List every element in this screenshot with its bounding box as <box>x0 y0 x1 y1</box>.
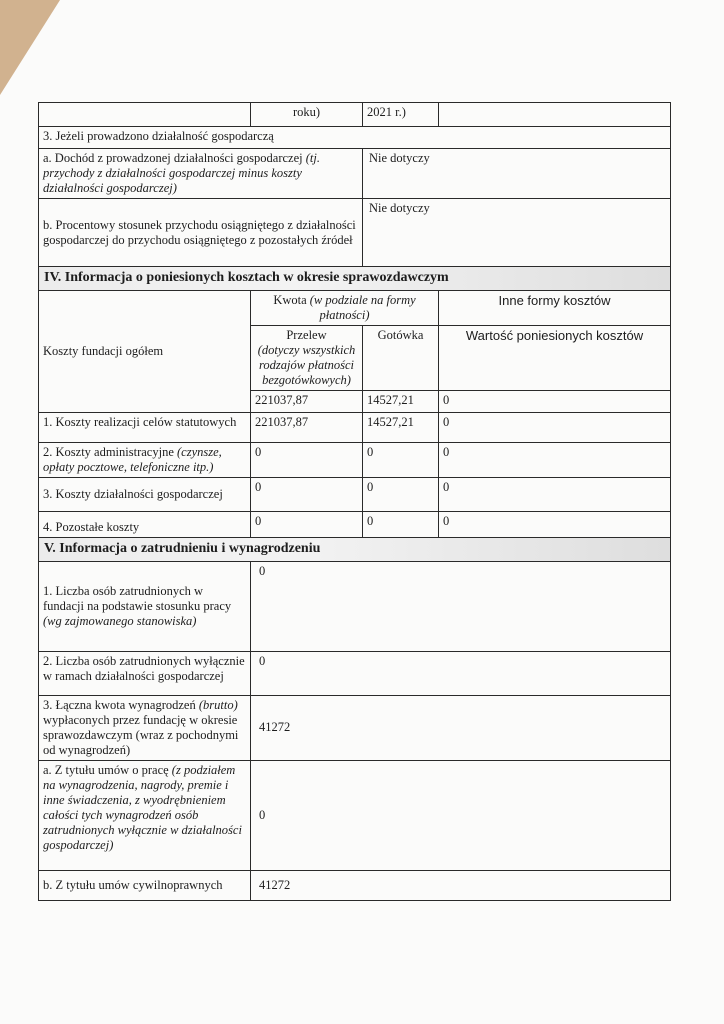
cost-value-header: Wartość poniesionych kosztów <box>439 325 671 390</box>
salary-total-label-rest: wypłaconych przez fundację w okresie sprawozdawczym (wraz z pochodnymi od wynagrodzeń) <box>43 712 239 757</box>
business-employees-value: 0 <box>251 651 671 695</box>
total-cash: 14527,21 <box>363 390 439 412</box>
revenue-ratio-label: b. Procentowy stosunek przychodu osiągniętego z działalności gospodarczej do przychodu osiągniętego z pozostałych źródeł <box>39 199 363 267</box>
employees-label <box>39 561 251 651</box>
transfer-header-note: (dotyczy wszystkich rodzajów płatności bezgotówkowych) <box>257 342 356 387</box>
top-row-roku: roku) <box>251 103 363 127</box>
cost-row-cash: 0 <box>363 442 439 477</box>
salary-total-label-text: 3. Łączna kwota wynagrodzeń <box>43 697 199 712</box>
income-business-label-text: a. Dochód z prowadzonej działalności gospodarczej <box>43 151 306 165</box>
salary-total-label-gross: (brutto) <box>198 697 238 712</box>
employees-label-text: 1. Liczba osób zatrudnionych w fundacji na podstawie stosunku pracy <box>43 583 232 613</box>
transfer-header <box>251 325 363 390</box>
civil-contract-label: b. Z tytułu umów cywilnoprawnych <box>39 870 251 900</box>
amount-header-note: (w podziale na formy płatności) <box>309 292 416 322</box>
section-5-title: V. Informacja o zatrudnieniu i wynagrodzeniu <box>39 537 671 561</box>
section-4-table <box>38 266 671 538</box>
total-other: 0 <box>439 390 671 412</box>
cost-row-cash: 0 <box>363 477 439 511</box>
document-page <box>38 102 670 901</box>
other-costs-header: Inne formy kosztów <box>439 290 671 325</box>
section-3-table <box>38 102 671 267</box>
cost-row-other: 0 <box>439 511 671 537</box>
cost-row-label: 4. Pozostałe koszty <box>39 511 251 537</box>
cost-row-label-note: (czynsze, opłaty pocztowe, telefoniczne itp.) <box>43 444 222 474</box>
amount-header-text: Kwota <box>273 292 310 307</box>
income-business-label-note: (tj. przychody z działalności gospodarczej minus koszty działalności gospodarczej) <box>43 151 320 195</box>
cost-row-transfer: 0 <box>251 442 363 477</box>
income-business-label <box>39 149 363 199</box>
cost-row-transfer: 0 <box>251 477 363 511</box>
salary-total-label <box>39 695 251 760</box>
costs-total-label: Koszty fundacji ogółem <box>39 290 251 412</box>
cost-row-other: 0 <box>439 477 671 511</box>
business-employees-label: 2. Liczba osób zatrudnionych wyłącznie w ramach działalności gospodarczej <box>39 651 251 695</box>
total-transfer: 221037,87 <box>251 390 363 412</box>
cost-row-cash: 0 <box>363 511 439 537</box>
cost-row-label: 1. Koszty realizacji celów statutowych <box>39 412 251 442</box>
paper-corner-decoration <box>0 0 60 95</box>
cost-row-other: 0 <box>439 442 671 477</box>
employees-value: 0 <box>251 561 671 651</box>
cost-row-cash: 14527,21 <box>363 412 439 442</box>
top-row-year: 2021 r.) <box>363 103 439 127</box>
salary-total-value: 41272 <box>251 695 671 760</box>
cost-row-label: 3. Koszty działalności gospodarczej <box>39 477 251 511</box>
employment-contract-label-text: a. Z tytułu umów o pracę <box>43 762 172 777</box>
civil-contract-value: 41272 <box>251 870 671 900</box>
revenue-ratio-value: Nie dotyczy <box>363 199 671 267</box>
top-row-blank <box>439 103 671 127</box>
employment-contract-value: 0 <box>251 760 671 870</box>
amount-header <box>251 290 439 325</box>
cash-header: Gotówka <box>363 325 439 390</box>
transfer-header-text: Przelew <box>286 327 327 342</box>
cost-row-transfer: 221037,87 <box>251 412 363 442</box>
employees-label-note: (wg zajmowanego stanowiska) <box>43 613 197 628</box>
employment-contract-label-note: (z podziałem na wynagrodzenia, nagrody, premie i inne świadczenia, z wyodrębnieniem całości tych wynagrodzeń osób zatrudnionych wyłącznie w działalności gospodarczej) <box>43 762 242 852</box>
section-4-title: IV. Informacja o poniesionych kosztach w okresie sprawozdawczym <box>39 267 671 291</box>
cost-row-label <box>39 442 251 477</box>
cost-row-transfer: 0 <box>251 511 363 537</box>
cost-row-label-text: 2. Koszty administracyjne <box>43 444 177 459</box>
income-business-value: Nie dotyczy <box>363 149 671 199</box>
section-5-table <box>38 537 671 901</box>
employment-contract-label <box>39 760 251 870</box>
top-row-empty <box>39 103 251 127</box>
section-3-title: 3. Jeżeli prowadzono działalność gospodarczą <box>39 127 671 149</box>
cost-row-other: 0 <box>439 412 671 442</box>
